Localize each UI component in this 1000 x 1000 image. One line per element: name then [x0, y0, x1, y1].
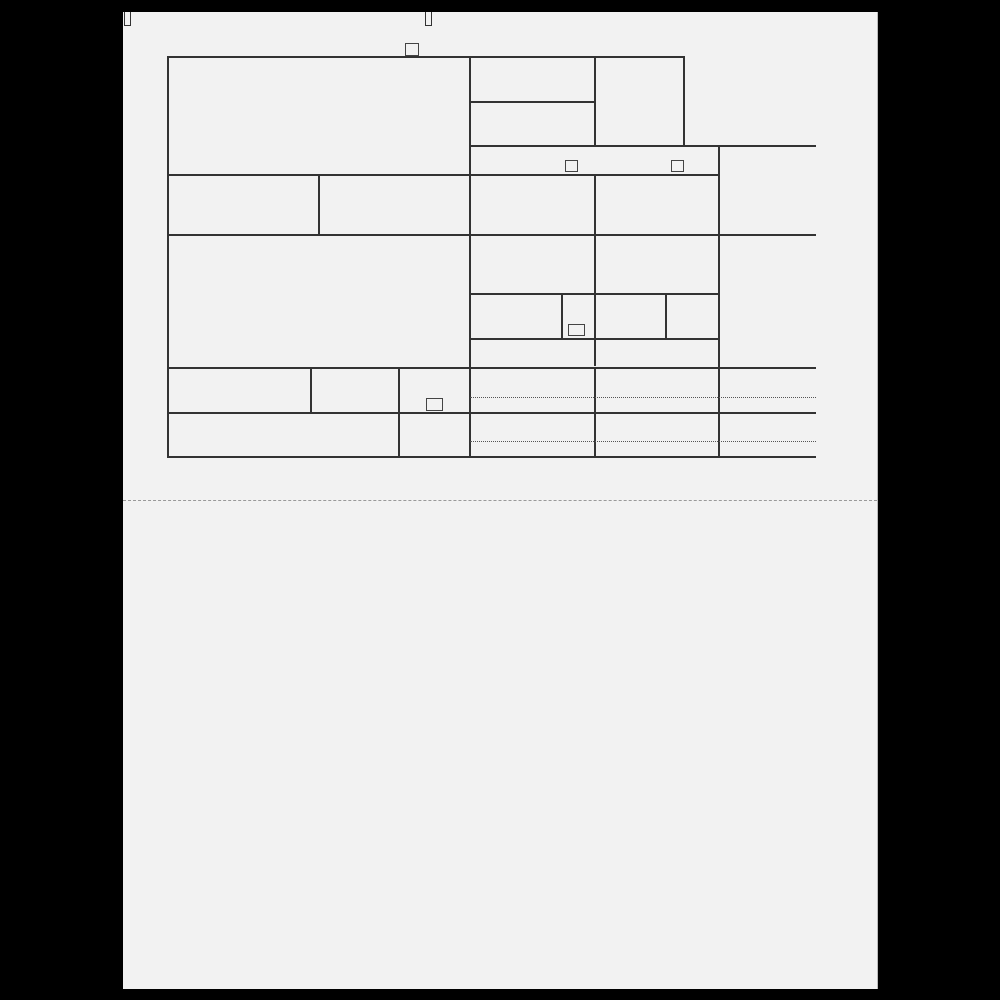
box2a-label — [472, 104, 476, 114]
total-distribution-checkbox[interactable] — [671, 160, 684, 172]
box17-label — [472, 416, 476, 426]
box16-label — [721, 371, 725, 381]
perforation-line — [123, 500, 877, 501]
corrected-checkbox[interactable] — [405, 43, 419, 56]
box4-label — [600, 179, 604, 189]
box19-label — [721, 416, 725, 426]
box8-label — [600, 297, 604, 307]
box9a-label — [472, 342, 476, 352]
ira-sep-simple-checkbox[interactable] — [568, 324, 585, 336]
payer-name-field[interactable] — [170, 80, 466, 172]
box2a-taxable-amount-field[interactable] — [480, 116, 590, 143]
payer-tin-field[interactable] — [170, 190, 315, 232]
box7-distribution-code-field[interactable] — [472, 318, 558, 336]
box13-label — [401, 416, 405, 426]
box15-label — [597, 371, 601, 381]
box4-federal-tax-field[interactable] — [605, 200, 715, 232]
box5-label — [477, 238, 481, 248]
box18-label — [597, 416, 601, 426]
box7-label — [477, 297, 481, 307]
box1-label — [477, 60, 481, 70]
recipient-tin-field[interactable] — [321, 190, 466, 232]
fatca-checkbox[interactable] — [426, 398, 443, 411]
box3-capital-gain-field[interactable] — [480, 200, 590, 232]
account-number-field[interactable] — [170, 428, 396, 455]
box10-label — [170, 371, 174, 381]
recipient-name-field[interactable] — [170, 250, 466, 365]
box1-gross-distribution-field[interactable] — [480, 72, 590, 99]
box6-label — [600, 238, 604, 248]
box2b-checkbox[interactable] — [565, 160, 578, 172]
box2b-label — [472, 149, 476, 159]
box11-label — [313, 371, 317, 381]
box9b-label — [597, 342, 601, 352]
box3-label — [477, 179, 481, 189]
box12-label — [401, 371, 405, 381]
form-copy-top — [0, 0, 1000, 460]
box14-label — [472, 371, 476, 381]
